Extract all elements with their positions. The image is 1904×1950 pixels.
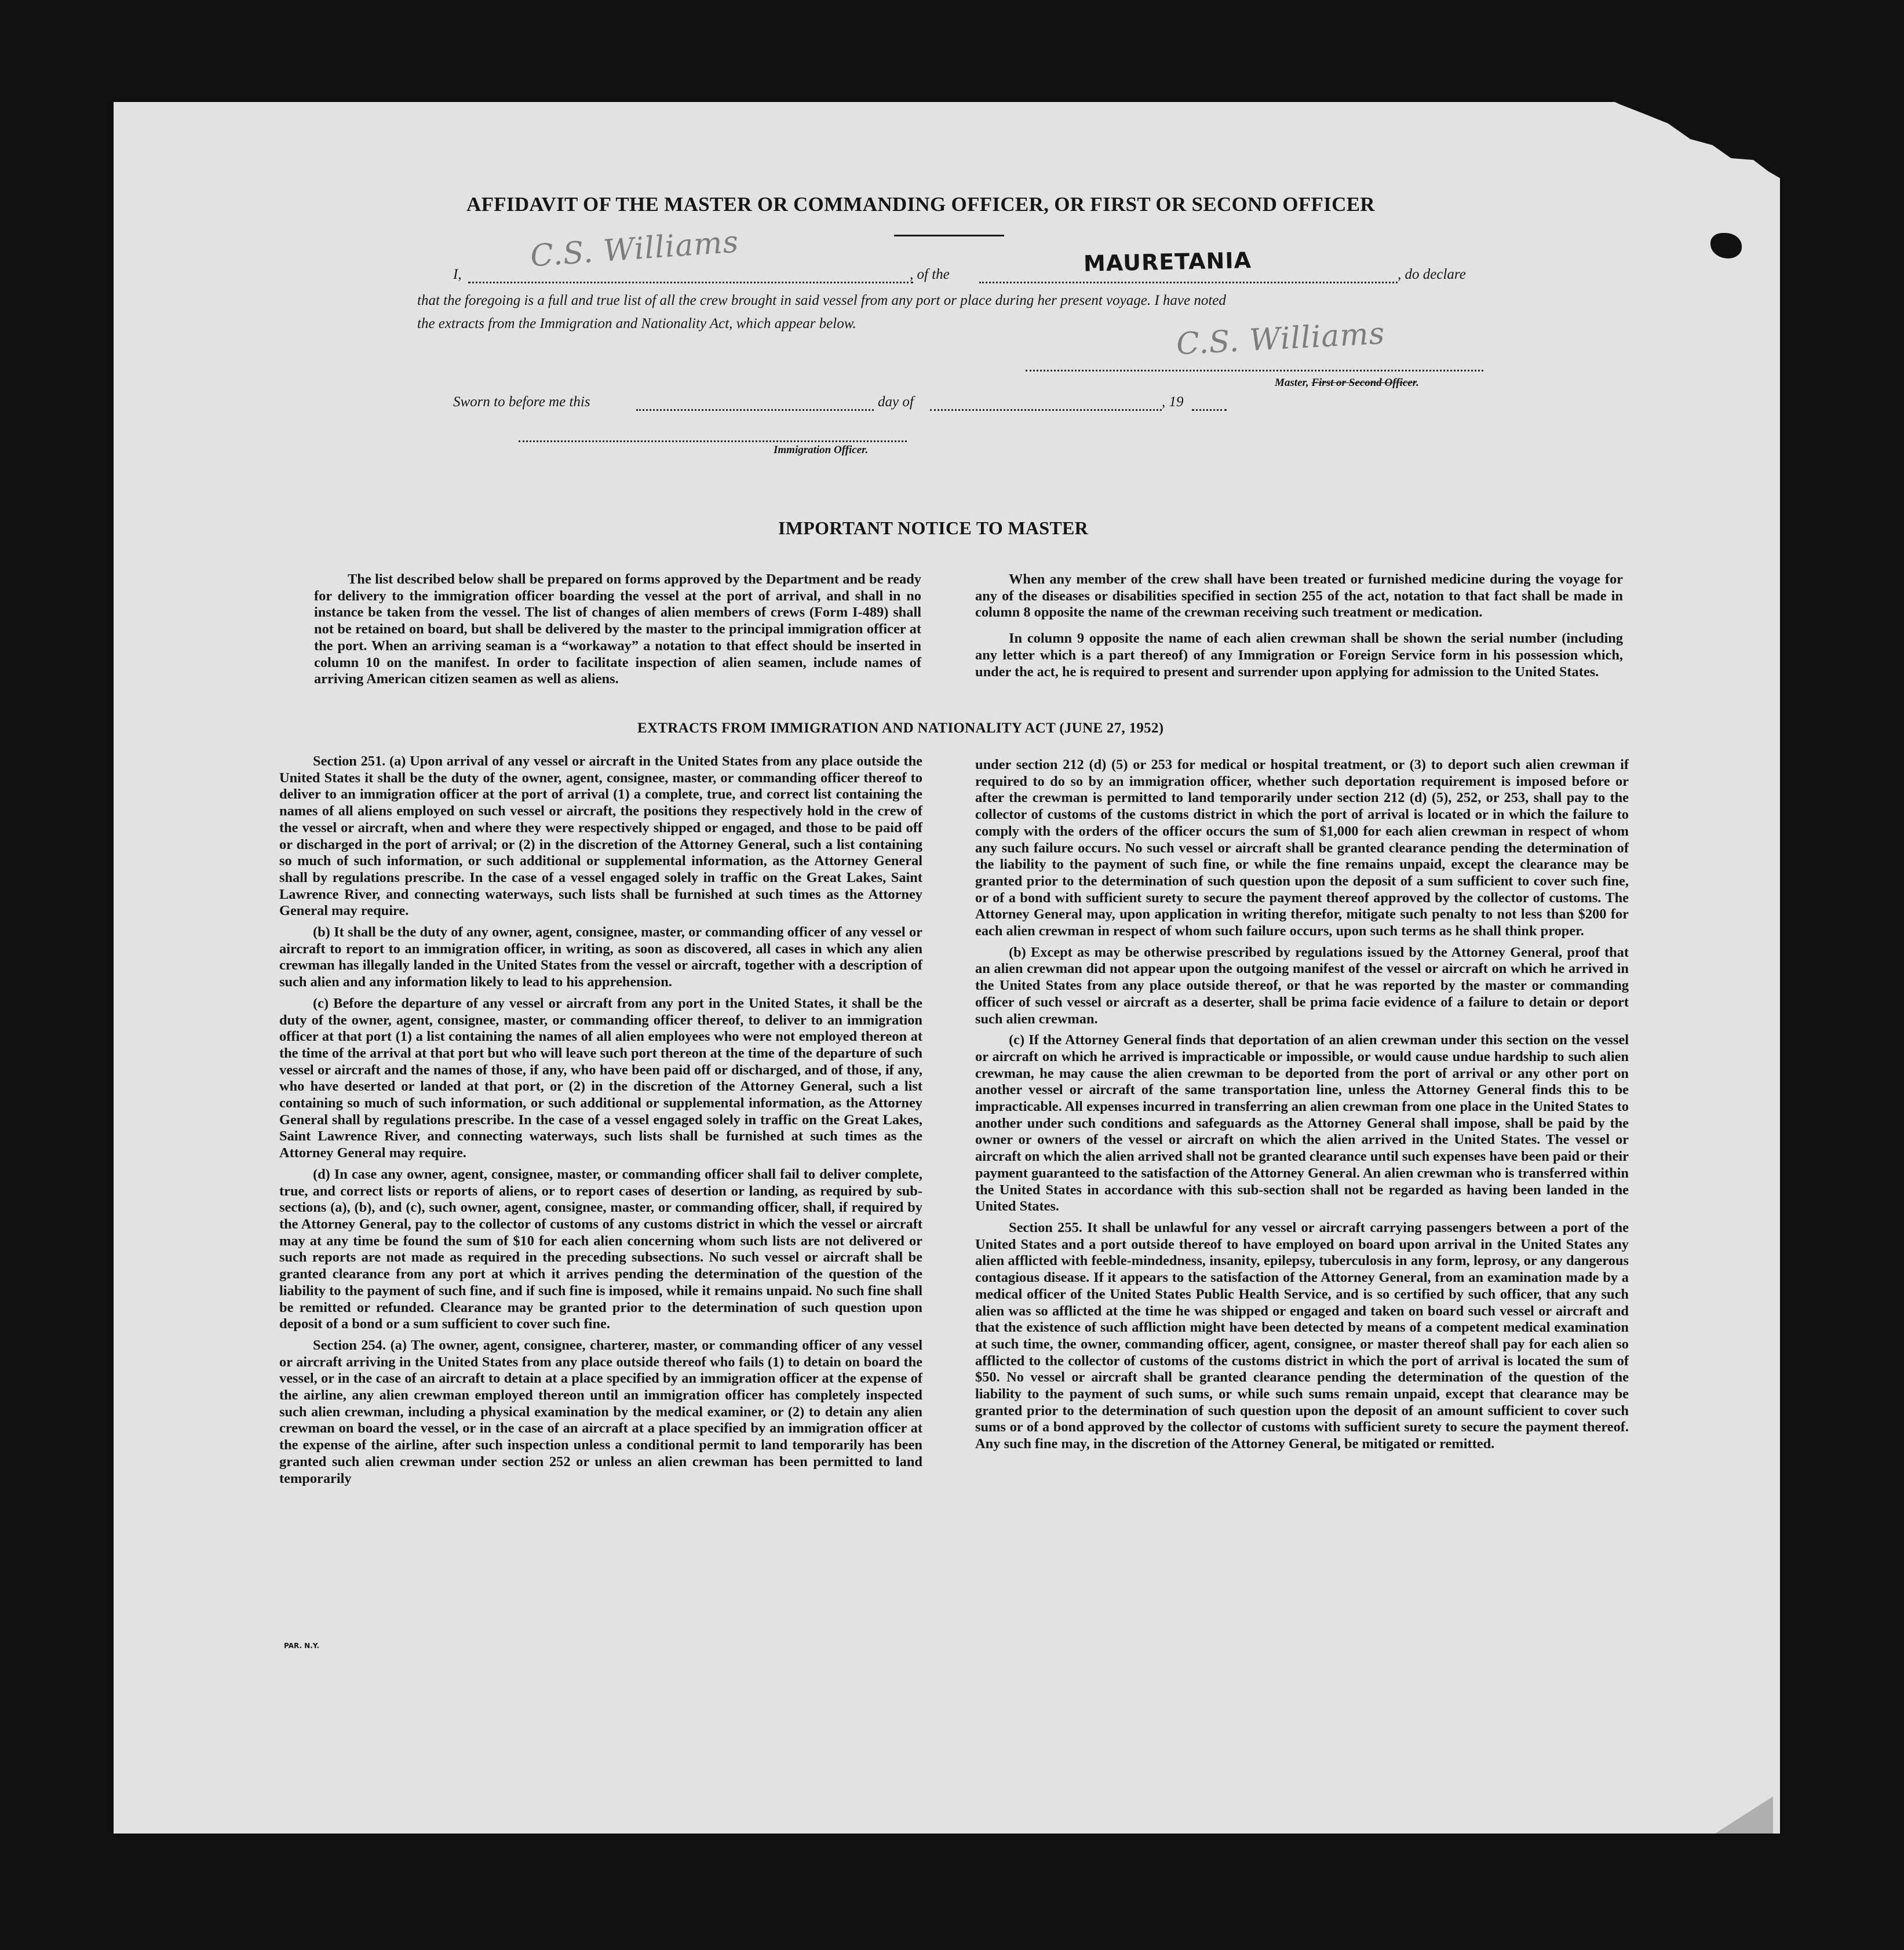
declaration-line-2: the extracts from the Immigration and Nationality Act, which appear below. — [417, 316, 856, 331]
name-line — [468, 282, 913, 283]
vessel-line — [979, 282, 1398, 283]
of-the-label: , of the — [910, 267, 950, 282]
extract-left-paragraph: Section 251. (a) Upon arrival of any vessel or aircraft in the United States from any place outside the United States it shall be the duty of the owner, agent, consignee, master, or commanding officer thereof to deliver to an immigration officer at the port of arrival (1) a complete, true, and correct list containing the names of all aliens employed on such vessel or aircraft, the positions they respectively hold in the crew of the vessel or aircraft, when and where they were respectively shipped or engaged, and those to be paid off or discharged in the port of arrival; or (2) in the discretion of the Attorney General, such a list containing so much of such information, or such additional or supplemental information, as the Attorney General shall by regulations prescribe. In the case of a vessel engaged solely in traffic on the Great Lakes, Saint Lawrence River, and connecting waterways, such lists shall be furnished at such times as the Attorney General may require. — [279, 753, 922, 919]
month-line — [930, 409, 1162, 411]
affidavit-title: AFFIDAVIT OF THE MASTER OR COMMANDING OFFICER, OR FIRST OR SECOND OFFICER — [466, 193, 1375, 216]
sworn-label: Sworn to before me this — [453, 394, 590, 410]
year-line — [1192, 409, 1227, 411]
extract-right-paragraph: (c) If the Attorney General finds that deportation of an alien crewman under this section on the vessel or aircraft on which he arrived is impracticable or impossible, or would cause undue hardship to such alien crewman, he may cause the alien crewman to be deported from the port of arrival or any other port on another vessel or aircraft of the same transportation line, unless the Attorney General finds this to be impracticable. All expenses incurred in transferring an alien crewman from one place in the United States to another under such conditions and safeguards as the Attorney General shall impose, shall be paid by the owner or owners of the vessel or aircraft on which the alien arrived in the United States. The vessel or aircraft on which the alien arrived shall not be granted clearance until such expenses have been paid or their payment guaranteed to the satisfaction of the Attorney General. An alien crewman who is transferred within the United States in accordance with this sub-section shall not be regarded as having been landed in the United States. — [975, 1032, 1629, 1215]
extract-left-paragraph: (c) Before the departure of any vessel or aircraft from any port in the United States, it shall be the duty of the owner, agent, consignee, master, or commanding officer thereof, to deliver to an immigration officer at that port (1) a list containing the names of all alien employees who were not employed thereon at the time of the arrival at that port but who will leave such port thereon at the time of the departure of such vessel or aircraft and the names of those, if any, who have been paid off or discharged, and of those, if any, who have deserted or landed at that port, or (2) in the discretion of the Attorney General, such a list containing so much of such information, or such additional or supplemental information, as the Attorney General shall by regulations prescribe. In the case of a vessel engaged solely in traffic on the Great Lakes, Saint Lawrence River, and connecting waterways, such lists shall be furnished at such times as the Attorney General may require. — [279, 995, 922, 1161]
notice-right-paragraph-2: In column 9 opposite the name of each alien crewman shall be shown the serial number (including any letter which is a part thereof) of any Immigration or Foreign Service form in his possession which, under the act, he is required to present and surrender upon applying for admission to the United States. — [975, 630, 1623, 680]
extract-right-paragraph: under section 212 (d) (5) or 253 for medical or hospital treatment, or (3) to deport such alien crewman if required to do so by an immigration officer, whether such deportation requirement is imposed before or after the crewman is permitted to land temporarily under section 212 (d) (5), 252, or 253, shall pay to the collector of customs of the customs district in which the port of arrival is located or in which the failure to comply with the orders of the officer occurs the sum of $1,000 for each alien crewman in respect of whom any such failure occurs. No such vessel or aircraft shall be granted clearance pending the determination of the liability to the payment of such fine, or while the fine remains unpaid, except the clearance may be granted prior to the determination of such question upon the deposit of a sum sufficient to cover such fine, or of a bond with sufficient surety to secure the payment thereof approved by the collector of customs. The Attorney General may, upon application in writing therefor, mitigate such penalty to not less than $200 for each alien crewman in respect of whom such failure occurs, upon such terms as he shall think proper. — [975, 757, 1629, 939]
notice-left-column — [314, 571, 921, 692]
sworn-date-line — [636, 409, 874, 411]
extracts-left-column — [279, 753, 922, 1492]
notice-title: IMPORTANT NOTICE TO MASTER — [778, 517, 1089, 538]
officer-label: Immigration Officer. — [774, 444, 869, 456]
master-struck-text: First or Second Officer — [1311, 377, 1417, 389]
printer-mark: PAR. N.Y. — [284, 1642, 320, 1650]
notice-right-column — [975, 571, 1623, 685]
officer-line — [519, 440, 907, 442]
notice-right-paragraph-1: When any member of the crew shall have been treated or furnished medicine during the voyage for any of the diseases or disabilities specified in section 255 of the act, notation to that fact shall be made in column 8 opposite the name of the crewman receiving such treatment or medication. — [975, 571, 1623, 621]
i-label: I, — [453, 267, 462, 282]
do-declare-label: , do declare — [1398, 267, 1466, 282]
extract-left-paragraph: (d) In case any owner, agent, consignee, master, or commanding officer shall fail to deliver complete, true, and correct lists or reports of aliens, or to report cases of desertion or landing, as required by sub-sections (a), (b), and (c), such owner, agent, consignee, master, or commanding officer, shall, if required by the Attorney General, pay to the collector of customs of any customs district in which the vessel or aircraft may at any time be found the sum of $10 for each alien concerning whom such lists are not delivered or such reports are not made as required in the preceding subsections. No such vessel or aircraft shall be granted clearance from any port at which it arrives pending the determination of the question of the liability to the payment of such fine, and if such fine is imposed, while it remains unpaid. No such fine shall be remitted or refunded. Clearance may be granted prior to the determination of such question upon deposit of a bond or a sum sufficient to cover such fine. — [279, 1166, 922, 1332]
extract-right-paragraph: (b) Except as may be otherwise prescribed by regulations issued by the Attorney General, proof that an alien crewman did not appear upon the outgoing manifest of the vessel or aircraft on which he arrived in the United States from any place outside thereof, or that he was reported by the master or commanding officer of such vessel or aircraft as a deserter, shall be prima facie evidence of a failure to detain or deport such alien crewman. — [975, 944, 1629, 1027]
year-label: , 19 — [1162, 394, 1184, 410]
extract-left-paragraph: (b) It shall be the duty of any owner, agent, consignee, master, or commanding officer of any vessel or aircraft to report to an immigration officer, in writing, as soon as discovered, all cases in which any alien crewman has illegally landed in the United States from the vessel or aircraft, together with a description of such alien and any information likely to lead to his apprehension. — [279, 924, 922, 990]
extracts-title: EXTRACTS FROM IMMIGRATION AND NATIONALITY ACT (JUNE 27, 1952) — [637, 720, 1164, 736]
extract-left-paragraph: Section 254. (a) The owner, agent, consignee, charterer, master, or commanding officer of any vessel or aircraft arriving in the United States from any place outside thereof who fails (1) to detain on board the vessel, or in the case of an aircraft to detain at a place specified by an immigration officer at the expense of the airline, any alien crewman employed thereon until an immigration officer has completely inspected such alien crewman, including a physical examination by the medical examiner, or (2) to detain any alien crewman on board the vessel, or in the case of an aircraft at a place specified by an immigration officer at the expense of the airline, after such inspection unless a conditional permit to land temporarily has been granted such alien crewman under section 252 or unless an alien crewman has been permitted to land temporarily — [279, 1337, 922, 1486]
master-label-end: . — [1416, 377, 1419, 389]
vessel-name: MAURETANIA — [1083, 247, 1252, 277]
day-of-label: day of — [878, 394, 914, 410]
master-label — [1275, 377, 1419, 389]
master-line — [1026, 370, 1483, 371]
extract-right-paragraph: Section 255. It shall be unlawful for any vessel or aircraft carrying passengers between a port of the United States and a port outside thereof to have employed on board upon arrival in the United States any alien afflicted with feeble-mindedness, insanity, epilepsy, tuberculosis in any form, leprosy, or any dangerous contagious disease. If it appears to the satisfaction of the Attorney General, from an examination made by a medical officer of the United States Public Health Service, and is so certified by such officer, that any such alien was so afflicted at the time he was shipped or engaged and taken on board such vessel or aircraft and that the existence of such affliction might have been detected by means of a competent medical examination at such time, the owner, commanding officer, agent, consignee, or master thereof shall pay for each alien so afflicted to the collector of customs of the customs district in which the port of arrival is located the sum of $50. No vessel or aircraft shall be granted clearance pending the determination of the question of the liability to the payment of such sums, or while such sums remain unpaid, except that clearance may be granted prior to the determination of such question upon the deposit of an amount sufficient to cover such sums or of a bond approved by the collector of customs with sufficient surety to secure the payment thereof. Any such fine may, in the discretion of the Attorney General, be mitigated or remitted. — [975, 1219, 1629, 1452]
title-rule — [894, 235, 1004, 236]
notice-left-paragraph: The list described below shall be prepared on forms approved by the Department and be ready for delivery to the immigration officer boarding the vessel at the port of arrival, and shall in no instance be taken from the vessel. The list of changes of alien members of crews (Form I-489) shall not be retained on board, but shall be delivered by the master to the principal immigration officer at the port. When an arriving seaman is a “workaway” a notation to that effect should be inserted in column 10 on the manifest. In order to facilitate inspection of alien seamen, include names of arriving American citizen seamen as well as aliens. — [314, 571, 921, 687]
master-label-text: Master, — [1275, 377, 1312, 389]
signature-name: C.S. Williams — [529, 224, 740, 274]
master-signature: C.S. Williams — [1175, 316, 1386, 362]
declaration-line-1: that the foregoing is a full and true list of all the crew brought in said vessel from any port or place during her present voyage. I have noted — [417, 293, 1226, 308]
extracts-right-column — [975, 757, 1629, 1457]
